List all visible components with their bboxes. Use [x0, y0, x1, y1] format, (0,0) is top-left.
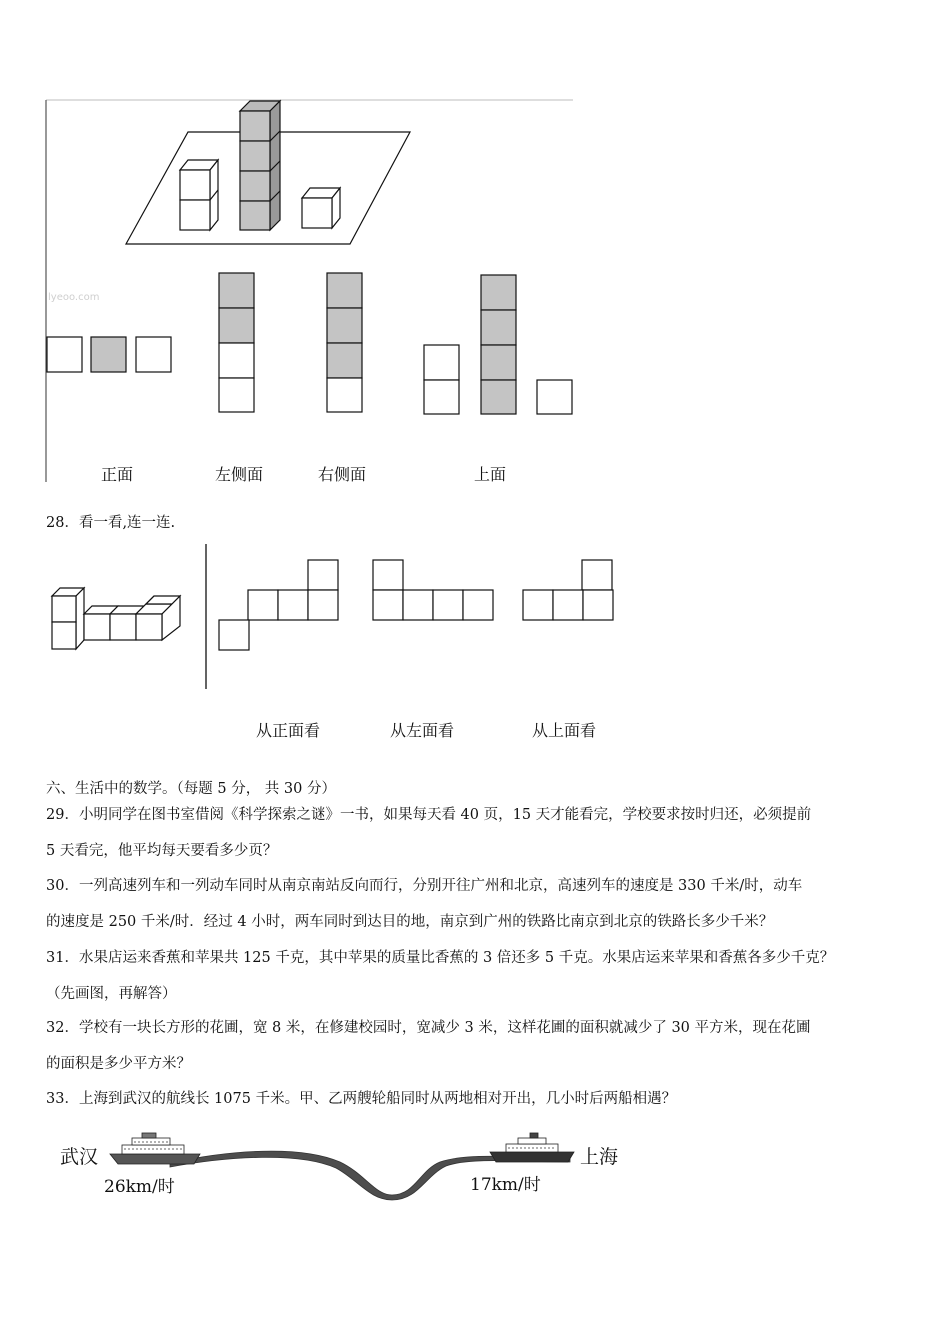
q28-shape-1 — [218, 558, 348, 658]
watermark: lyeoo.com — [48, 292, 100, 303]
q28-title: 28．看一看,连一连. — [46, 515, 176, 531]
q28-shape-2 — [372, 558, 502, 628]
q31-line1: 31．水果店运来香蕉和苹果共 125 千克，其中苹果的质量比香蕉的 3 倍还多 5 千克。水果店运来苹果和香蕉各多少千克？ — [46, 950, 835, 966]
label-front: 正面 — [101, 465, 134, 484]
q28-label-top: 从上面看 — [532, 721, 597, 740]
label-left-side: 左侧面 — [215, 465, 264, 484]
q32-line1: 32．学校有一块长方形的花圃，宽 8 米，在修建校园时，宽减少 3 米，这样花圃的面积就减少了 30 平方米，现在花圃 — [46, 1020, 811, 1036]
q33-line1: 33．上海到武汉的航线长 1075 千米。甲、乙两艘轮船同时从两地相对开出，几小时后两船相遇？ — [46, 1091, 677, 1107]
q30-line2: 的速度是 250 千米/时．经过 4 小时，两车同时到达目的地，南京到广州的铁路比南京到北京的铁路长多少千米？ — [46, 914, 774, 930]
speed-left: 26km/时 — [104, 1177, 175, 1197]
section6-heading: 六、生活中的数学。（每题 5 分， 共 30 分） — [46, 781, 336, 797]
view-front — [46, 336, 186, 386]
q29-line2: 5 天看完，他平均每天要看多少页？ — [46, 843, 278, 859]
ship-icon-right — [488, 1132, 578, 1168]
city-wuhan: 武汉 — [60, 1146, 99, 1168]
q28-label-front: 从正面看 — [256, 721, 321, 740]
q28-3d-blocks — [0, 560, 200, 720]
q28-divider — [204, 544, 214, 694]
q31-line2: （先画图，再解答） — [46, 986, 177, 1002]
label-right-side: 右侧面 — [318, 465, 367, 484]
q28-shape-3 — [522, 558, 622, 628]
view-right-side — [326, 272, 366, 417]
q30-line1: 30．一列高速列车和一列动车同时从南京南站反向而行，分别开往广州和北京，高速列车的速度是 330 千米/时，动车 — [46, 878, 803, 894]
block-arrangement-3d — [0, 0, 950, 260]
q28-label-left: 从左面看 — [390, 721, 455, 740]
city-shanghai: 上海 — [580, 1146, 619, 1168]
label-top: 上面 — [474, 465, 507, 484]
speed-right: 17km/时 — [470, 1175, 541, 1195]
view-top — [423, 274, 583, 419]
q29-line1: 29．小明同学在图书室借阅《科学探索之谜》一书，如果每天看 40 页，15 天才能看完，学校要求按时归还，必须提前 — [46, 807, 812, 823]
ship-icon-left — [108, 1130, 208, 1170]
view-left-side — [218, 272, 258, 417]
q32-line2: 的面积是多少平方米？ — [46, 1056, 191, 1072]
